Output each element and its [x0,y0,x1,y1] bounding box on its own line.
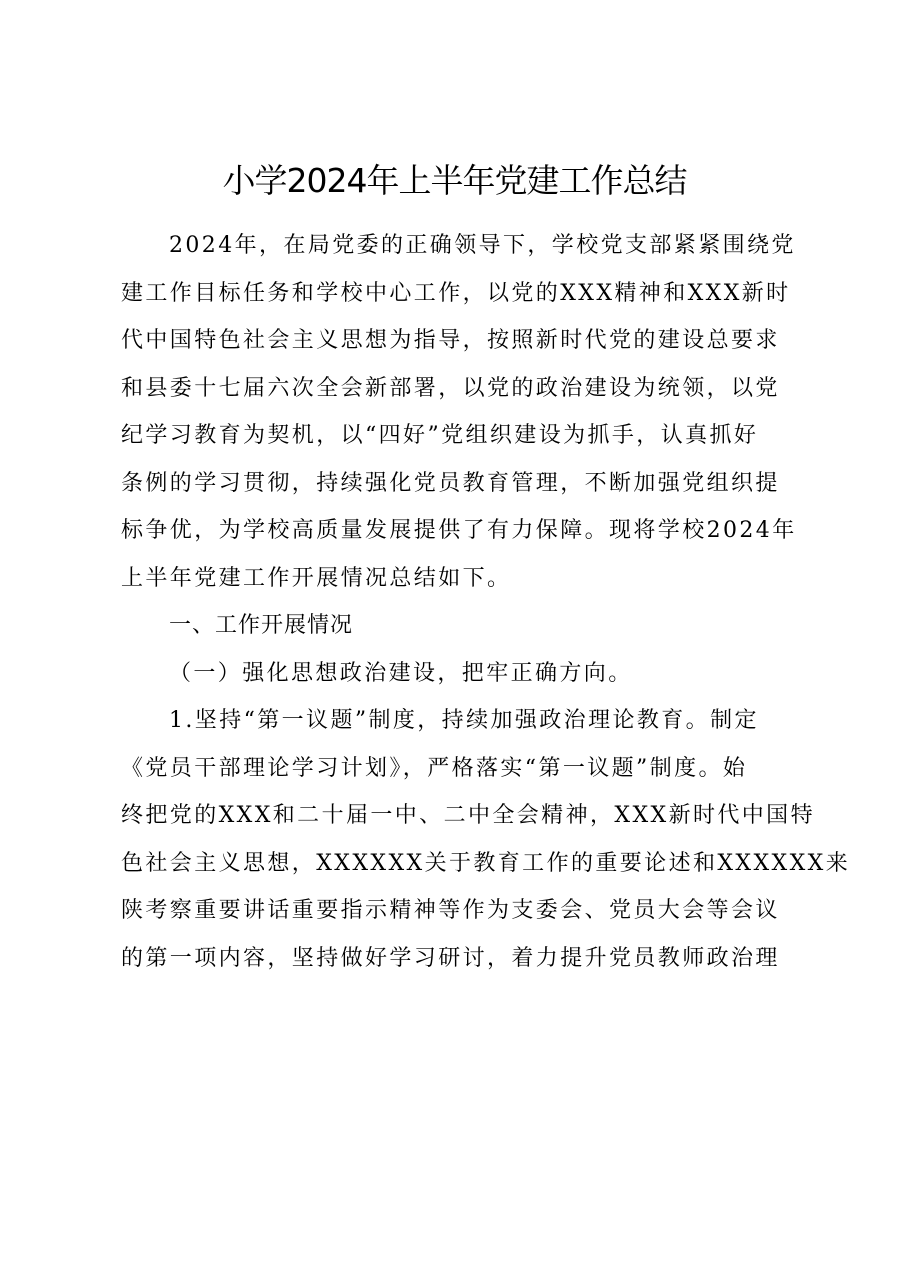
paragraph-line: 的第一项内容，坚持做好学习研讨，着力提升党员教师政治理 [121,945,780,971]
paragraph-line: 条例的学习贯彻，持续强化党员教育管理，不断加强党组织提 [121,470,780,496]
document-title: 小学2024年上半年党建工作总结 [222,161,687,200]
paragraph-line: 色社会主义思想，XXXXXX关于教育工作的重要论述和XXXXXX来 [121,850,851,876]
paragraph-line: 代中国特色社会主义思想为指导，按照新时代党的建设总要求 [121,328,780,353]
paragraph-line: 1.坚持“第一议题”制度，持续加强政治理论教育。制定 [169,708,759,733]
document-body [121,222,851,982]
subsection-heading: （一）强化思想政治建设，把牢正确方向。 [169,660,633,686]
section-heading: 一、工作开展情况 [169,613,354,638]
paragraph-line: 和县委十七届六次全会新部署，以党的政治建设为统领，以党 [121,375,780,401]
paragraph-line: 上半年党建工作开展情况总结如下。 [121,565,512,591]
paragraph-line: 建工作目标任务和学校中心工作，以党的XXX精神和XXX新时 [121,280,791,306]
paragraph-line: 标争优，为学校高质量发展提供了有力保障。现将学校2024年 [121,518,797,543]
paragraph-line: 纪学习教育为契机，以“四好”党组织建设为抓手，认真抓好 [121,423,759,448]
paragraph-line: 《党员干部理论学习计划》，严格落实“第一议题”制度。始 [121,755,748,781]
paragraph-line: 陕考察重要讲话重要指示精神等作为支委会、党员大会等会议 [121,898,780,923]
paragraph-line: 终把党的XXX和二十届一中、二中全会精神，XXX新时代中国特 [121,803,815,828]
paragraph-line: 2024年，在局党委的正确领导下，学校党支部紧紧围绕党 [169,233,796,258]
